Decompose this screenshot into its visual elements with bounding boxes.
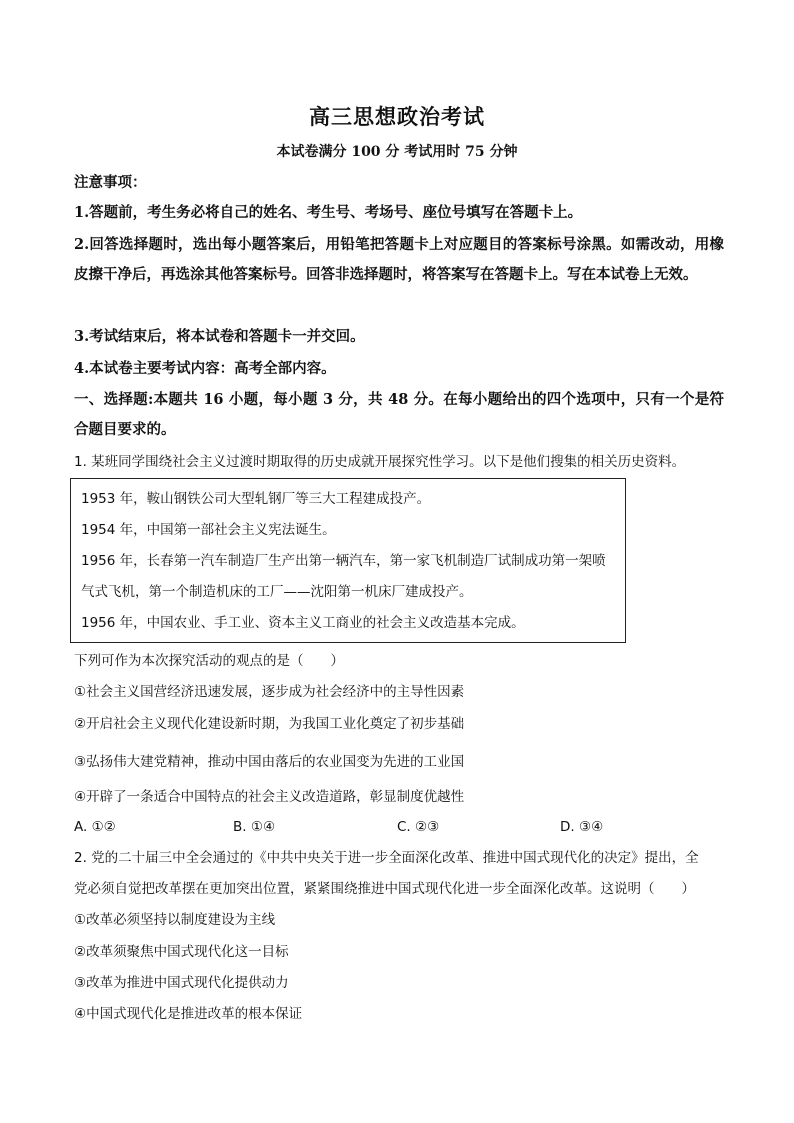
material-line: 1953 年，鞍山钢铁公司大型轧钢厂等三大工程建成投产。 [81,491,431,507]
option-b[interactable]: B. ①④ [233,819,276,835]
notice-item-3: 3.考试结束后，将本试卷和答题卡一并交回。 [74,328,365,345]
question-2-stem-line-1: 2. 党的二十届三中全会通过的《中共中央关于进一步全面深化改革、推进中国式现代化的决定》提出，全 [74,850,699,866]
option-d[interactable]: D. ③④ [560,819,604,835]
question-1-stem: 1. 某班同学围绕社会主义过渡时期取得的历史成就开展探究性学习。以下是他们搜集的相关历史资料。 [74,454,686,470]
section-1-heading: 一、选择题:本题共 16 小题，每小题 3 分，共 48 分。在每小题给出的四个选项中，只有一个是符合题目要求的。 [74,391,724,438]
option-a[interactable]: A. ①② [74,819,116,835]
exam-title: 高三思想政治考试 [309,104,485,129]
statement-item: ①改革必须坚持以制度建设为主线 [74,912,276,928]
statement-item: ③弘扬伟大建党精神，推动中国由落后的农业国变为先进的工业国 [74,754,465,770]
notice-item-1: 1.答题前，考生务必将自己的姓名、考生号、考场号、座位号填写在答题卡上。 [74,204,583,221]
question-1-prompt: 下列可作为本次探究活动的观点的是（ ） [74,653,344,669]
question-2-stem-line-2: 党必须自觉把改革摆在更加突出位置，紧紧围绕推进中国式现代化进一步全面深化改革。这说明（ ） [74,881,695,897]
statement-item: ④中国式现代化是推进改革的根本保证 [74,1006,303,1022]
statement-item: ②开启社会主义现代化建设新时期，为我国工业化奠定了初步基础 [74,716,465,732]
material-line: 1956 年，中国农业、手工业、资本主义工商业的社会主义改造基本完成。 [81,615,525,631]
statement-item: ④开辟了一条适合中国特点的社会主义改造道路，彰显制度优越性 [74,789,465,805]
notice-heading: 注意事项： [74,174,147,191]
question-1-material-box [70,478,626,643]
statement-item: ③改革为推进中国式现代化提供动力 [74,975,289,991]
material-line: 1956 年，长春第一汽车制造厂生产出第一辆汽车，第一家飞机制造厂试制成功第一架喷 [81,553,606,569]
material-line: 1954 年，中国第一部社会主义宪法诞生。 [81,522,336,538]
statement-item: ②改革须聚焦中国式现代化这一目标 [74,944,289,960]
exam-subtitle: 本试卷满分 100 分 考试用时 75 分钟 [276,144,518,160]
material-line: 气式飞机，第一个制造机床的工厂——沈阳第一机床厂建成投产。 [81,584,473,600]
notice-item-2: 2.回答选择题时，选出每小题答案后，用铅笔把答题卡上对应题目的答案标号涂黑。如需改动，用橡皮擦干净后，再选涂其他答案标号。回答非选择题时，将答案写在答题卡上。写在本试卷上无效。 [74,236,724,283]
notice-item-4: 4.本试卷主要考试内容：高考全部内容。 [74,360,336,377]
option-c[interactable]: C. ②③ [397,819,440,835]
statement-item: ①社会主义国营经济迅速发展，逐步成为社会经济中的主导性因素 [74,684,465,700]
